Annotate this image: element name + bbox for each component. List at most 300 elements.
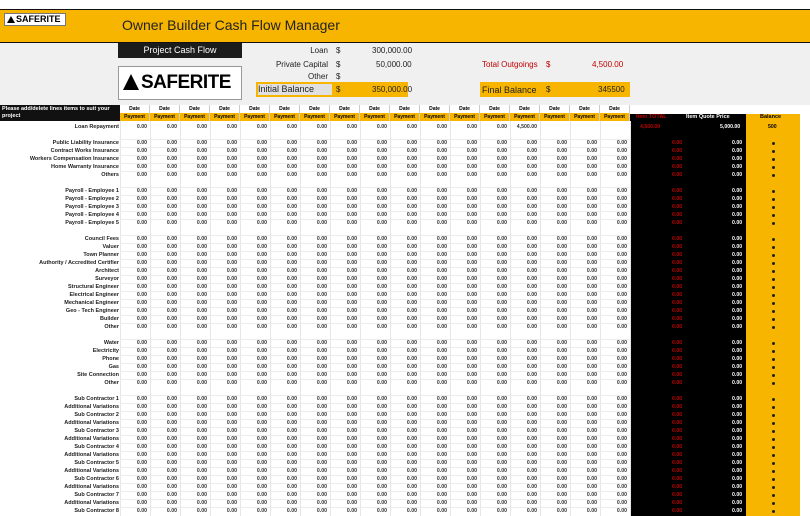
- payment-cell[interactable]: 0.00: [466, 324, 477, 330]
- payment-cell[interactable]: 0.00: [376, 148, 387, 154]
- payment-cell[interactable]: 0.00: [346, 476, 357, 482]
- item-quote-cell[interactable]: 0.00: [732, 492, 743, 498]
- item-quote-cell[interactable]: 0.00: [732, 220, 743, 226]
- payment-cell[interactable]: 0.00: [136, 508, 147, 514]
- payment-cell[interactable]: 0.00: [466, 348, 477, 354]
- payment-cell[interactable]: 0.00: [226, 316, 237, 322]
- payment-cell[interactable]: 0.00: [526, 444, 537, 450]
- payment-cell[interactable]: 0.00: [256, 244, 267, 250]
- payment-cell[interactable]: 0.00: [316, 476, 327, 482]
- payment-cell[interactable]: 0.00: [526, 244, 537, 250]
- payment-cell[interactable]: 0.00: [406, 444, 417, 450]
- payment-cell[interactable]: 0.00: [466, 236, 477, 242]
- payment-cell[interactable]: 0.00: [286, 284, 297, 290]
- payment-cell[interactable]: 0.00: [346, 252, 357, 258]
- payment-cell[interactable]: 0.00: [346, 460, 357, 466]
- payment-cell[interactable]: 0.00: [436, 348, 447, 354]
- payment-cell[interactable]: 0.00: [466, 420, 477, 426]
- loan-repayment-cell[interactable]: 0.00: [406, 124, 417, 130]
- payment-cell[interactable]: 0.00: [436, 340, 447, 346]
- payment-cell[interactable]: 0.00: [586, 412, 597, 418]
- payment-cell[interactable]: 0.00: [136, 468, 147, 474]
- payment-cell[interactable]: 0.00: [226, 404, 237, 410]
- payment-cell[interactable]: 0.00: [586, 188, 597, 194]
- payment-cell[interactable]: 0.00: [196, 172, 207, 178]
- payment-cell[interactable]: 0.00: [286, 260, 297, 266]
- payment-cell[interactable]: 0.00: [376, 156, 387, 162]
- payment-cell[interactable]: 0.00: [406, 372, 417, 378]
- payment-cell[interactable]: 0.00: [166, 300, 177, 306]
- payment-cell[interactable]: 0.00: [196, 236, 207, 242]
- payment-cell[interactable]: 0.00: [256, 212, 267, 218]
- payment-cell[interactable]: 0.00: [376, 164, 387, 170]
- payment-cell[interactable]: 0.00: [466, 220, 477, 226]
- payment-cell[interactable]: 0.00: [436, 196, 447, 202]
- payment-cell[interactable]: 0.00: [466, 260, 477, 266]
- payment-cell[interactable]: 0.00: [556, 164, 567, 170]
- payment-cell[interactable]: 0.00: [316, 244, 327, 250]
- payment-cell[interactable]: 0.00: [526, 364, 537, 370]
- payment-cell[interactable]: 0.00: [436, 172, 447, 178]
- payment-cell[interactable]: 0.00: [226, 140, 237, 146]
- payment-cell[interactable]: 0.00: [406, 500, 417, 506]
- payment-cell[interactable]: 0.00: [166, 172, 177, 178]
- payment-cell[interactable]: 0.00: [316, 164, 327, 170]
- payment-cell[interactable]: 0.00: [256, 380, 267, 386]
- payment-cell[interactable]: 0.00: [316, 276, 327, 282]
- payment-cell[interactable]: 0.00: [256, 436, 267, 442]
- payment-cell[interactable]: 0.00: [256, 356, 267, 362]
- payment-cell[interactable]: 0.00: [166, 244, 177, 250]
- payment-cell[interactable]: 0.00: [166, 324, 177, 330]
- payment-cell[interactable]: 0.00: [586, 340, 597, 346]
- loan-repayment-cell[interactable]: 0.00: [376, 124, 387, 130]
- payment-cell[interactable]: 0.00: [316, 412, 327, 418]
- payment-cell[interactable]: 0.00: [496, 364, 507, 370]
- payment-cell[interactable]: 0.00: [496, 324, 507, 330]
- payment-cell[interactable]: 0.00: [346, 348, 357, 354]
- payment-cell[interactable]: 0.00: [526, 500, 537, 506]
- payment-cell[interactable]: 0.00: [226, 300, 237, 306]
- item-quote-cell[interactable]: 0.00: [732, 308, 743, 314]
- payment-cell[interactable]: 0.00: [256, 316, 267, 322]
- payment-cell[interactable]: 0.00: [526, 404, 537, 410]
- payment-cell[interactable]: 0.00: [436, 220, 447, 226]
- payment-cell[interactable]: 0.00: [346, 212, 357, 218]
- payment-cell[interactable]: 0.00: [346, 364, 357, 370]
- payment-cell[interactable]: 0.00: [286, 172, 297, 178]
- payment-cell[interactable]: 0.00: [226, 484, 237, 490]
- payment-cell[interactable]: 0.00: [556, 508, 567, 514]
- payment-cell[interactable]: 0.00: [436, 404, 447, 410]
- payment-cell[interactable]: 0.00: [616, 268, 627, 274]
- payment-cell[interactable]: 0.00: [226, 380, 237, 386]
- payment-cell[interactable]: 0.00: [376, 452, 387, 458]
- item-quote-cell[interactable]: 0.00: [732, 340, 743, 346]
- loan-repayment-cell[interactable]: 0.00: [256, 124, 267, 130]
- payment-cell[interactable]: 0.00: [496, 148, 507, 154]
- payment-cell[interactable]: 0.00: [526, 172, 537, 178]
- payment-cell[interactable]: 0.00: [316, 468, 327, 474]
- payment-cell[interactable]: 0.00: [256, 308, 267, 314]
- item-quote-cell[interactable]: 0.00: [732, 236, 743, 242]
- payment-cell[interactable]: 0.00: [586, 268, 597, 274]
- item-quote-cell[interactable]: 0.00: [732, 420, 743, 426]
- payment-cell[interactable]: 0.00: [406, 316, 417, 322]
- payment-cell[interactable]: 0.00: [256, 196, 267, 202]
- item-quote-cell[interactable]: 0.00: [732, 444, 743, 450]
- payment-cell[interactable]: 0.00: [556, 188, 567, 194]
- payment-cell[interactable]: 0.00: [286, 428, 297, 434]
- payment-cell[interactable]: 0.00: [496, 420, 507, 426]
- payment-cell[interactable]: 0.00: [346, 340, 357, 346]
- payment-cell[interactable]: 0.00: [556, 484, 567, 490]
- payment-cell[interactable]: 0.00: [616, 236, 627, 242]
- payment-cell[interactable]: 0.00: [196, 156, 207, 162]
- payment-cell[interactable]: 0.00: [286, 468, 297, 474]
- payment-cell[interactable]: 0.00: [406, 468, 417, 474]
- payment-cell[interactable]: 0.00: [616, 156, 627, 162]
- payment-cell[interactable]: 0.00: [226, 284, 237, 290]
- item-quote-cell[interactable]: 0.00: [732, 292, 743, 298]
- payment-cell[interactable]: 0.00: [526, 476, 537, 482]
- payment-cell[interactable]: 0.00: [136, 172, 147, 178]
- payment-cell[interactable]: 0.00: [496, 204, 507, 210]
- payment-cell[interactable]: 0.00: [406, 484, 417, 490]
- payment-cell[interactable]: 0.00: [436, 500, 447, 506]
- payment-cell[interactable]: 0.00: [286, 244, 297, 250]
- payment-cell[interactable]: 0.00: [226, 212, 237, 218]
- payment-cell[interactable]: 0.00: [556, 452, 567, 458]
- payment-cell[interactable]: 0.00: [316, 372, 327, 378]
- payment-cell[interactable]: 0.00: [226, 340, 237, 346]
- payment-cell[interactable]: 0.00: [436, 396, 447, 402]
- payment-cell[interactable]: 0.00: [496, 444, 507, 450]
- payment-cell[interactable]: 0.00: [196, 428, 207, 434]
- item-quote-cell[interactable]: 0.00: [732, 276, 743, 282]
- payment-cell[interactable]: 0.00: [496, 156, 507, 162]
- payment-cell[interactable]: 0.00: [586, 308, 597, 314]
- payment-cell[interactable]: 0.00: [166, 260, 177, 266]
- payment-cell[interactable]: 0.00: [316, 188, 327, 194]
- payment-cell[interactable]: 0.00: [496, 412, 507, 418]
- payment-cell[interactable]: 0.00: [136, 476, 147, 482]
- payment-cell[interactable]: 0.00: [616, 356, 627, 362]
- payment-cell[interactable]: 0.00: [196, 484, 207, 490]
- payment-cell[interactable]: 0.00: [436, 324, 447, 330]
- payment-cell[interactable]: 0.00: [466, 476, 477, 482]
- payment-cell[interactable]: 0.00: [226, 324, 237, 330]
- payment-cell[interactable]: 0.00: [316, 420, 327, 426]
- payment-cell[interactable]: 0.00: [586, 476, 597, 482]
- payment-cell[interactable]: 0.00: [376, 380, 387, 386]
- payment-cell[interactable]: 0.00: [466, 484, 477, 490]
- payment-cell[interactable]: 0.00: [556, 340, 567, 346]
- payment-cell[interactable]: 0.00: [526, 412, 537, 418]
- payment-cell[interactable]: 0.00: [316, 340, 327, 346]
- payment-cell[interactable]: 0.00: [136, 276, 147, 282]
- payment-cell[interactable]: 0.00: [436, 260, 447, 266]
- payment-cell[interactable]: 0.00: [436, 300, 447, 306]
- payment-cell[interactable]: 0.00: [436, 460, 447, 466]
- payment-cell[interactable]: 0.00: [196, 260, 207, 266]
- payment-cell[interactable]: 0.00: [496, 340, 507, 346]
- payment-cell[interactable]: 0.00: [556, 300, 567, 306]
- payment-cell[interactable]: 0.00: [166, 420, 177, 426]
- payment-cell[interactable]: 0.00: [286, 252, 297, 258]
- payment-cell[interactable]: 0.00: [136, 188, 147, 194]
- payment-cell[interactable]: 0.00: [586, 436, 597, 442]
- payment-cell[interactable]: 0.00: [436, 356, 447, 362]
- payment-cell[interactable]: 0.00: [466, 276, 477, 282]
- payment-cell[interactable]: 0.00: [226, 276, 237, 282]
- payment-cell[interactable]: 0.00: [346, 148, 357, 154]
- payment-cell[interactable]: 0.00: [256, 500, 267, 506]
- payment-cell[interactable]: 0.00: [466, 356, 477, 362]
- payment-cell[interactable]: 0.00: [346, 308, 357, 314]
- payment-cell[interactable]: 0.00: [196, 276, 207, 282]
- item-quote-cell[interactable]: 0.00: [732, 196, 743, 202]
- payment-cell[interactable]: 0.00: [256, 284, 267, 290]
- payment-cell[interactable]: 0.00: [376, 252, 387, 258]
- payment-cell[interactable]: 0.00: [316, 452, 327, 458]
- payment-cell[interactable]: 0.00: [496, 196, 507, 202]
- payment-cell[interactable]: 0.00: [526, 436, 537, 442]
- payment-cell[interactable]: 0.00: [136, 236, 147, 242]
- payment-cell[interactable]: 0.00: [226, 268, 237, 274]
- payment-cell[interactable]: 0.00: [196, 492, 207, 498]
- payment-cell[interactable]: 0.00: [376, 284, 387, 290]
- payment-cell[interactable]: 0.00: [196, 316, 207, 322]
- item-quote-cell[interactable]: 0.00: [732, 412, 743, 418]
- payment-cell[interactable]: 0.00: [376, 476, 387, 482]
- payment-cell[interactable]: 0.00: [496, 292, 507, 298]
- payment-cell[interactable]: 0.00: [346, 276, 357, 282]
- payment-cell[interactable]: 0.00: [226, 244, 237, 250]
- payment-cell[interactable]: 0.00: [406, 212, 417, 218]
- payment-cell[interactable]: 0.00: [556, 356, 567, 362]
- payment-cell[interactable]: 0.00: [316, 292, 327, 298]
- payment-cell[interactable]: 0.00: [316, 284, 327, 290]
- payment-cell[interactable]: 0.00: [166, 196, 177, 202]
- payment-cell[interactable]: 0.00: [196, 468, 207, 474]
- payment-cell[interactable]: 0.00: [496, 260, 507, 266]
- payment-cell[interactable]: 0.00: [466, 468, 477, 474]
- payment-cell[interactable]: 0.00: [616, 300, 627, 306]
- payment-cell[interactable]: 0.00: [316, 316, 327, 322]
- payment-cell[interactable]: 0.00: [346, 492, 357, 498]
- payment-cell[interactable]: 0.00: [436, 284, 447, 290]
- payment-cell[interactable]: 0.00: [436, 452, 447, 458]
- item-quote-cell[interactable]: 0.00: [732, 484, 743, 490]
- payment-cell[interactable]: 0.00: [556, 276, 567, 282]
- payment-cell[interactable]: 0.00: [286, 204, 297, 210]
- payment-cell[interactable]: 0.00: [226, 364, 237, 370]
- payment-cell[interactable]: 0.00: [526, 460, 537, 466]
- payment-cell[interactable]: 0.00: [346, 244, 357, 250]
- payment-cell[interactable]: 0.00: [286, 356, 297, 362]
- payment-cell[interactable]: 0.00: [406, 204, 417, 210]
- payment-cell[interactable]: 0.00: [286, 436, 297, 442]
- payment-cell[interactable]: 0.00: [556, 364, 567, 370]
- item-quote-cell[interactable]: 0.00: [732, 372, 743, 378]
- payment-cell[interactable]: 0.00: [196, 284, 207, 290]
- payment-cell[interactable]: 0.00: [556, 412, 567, 418]
- payment-cell[interactable]: 0.00: [376, 268, 387, 274]
- payment-cell[interactable]: 0.00: [556, 292, 567, 298]
- payment-cell[interactable]: 0.00: [586, 156, 597, 162]
- payment-cell[interactable]: 0.00: [496, 468, 507, 474]
- payment-cell[interactable]: 0.00: [286, 404, 297, 410]
- payment-cell[interactable]: 0.00: [466, 316, 477, 322]
- payment-cell[interactable]: 0.00: [286, 508, 297, 514]
- payment-cell[interactable]: 0.00: [406, 172, 417, 178]
- payment-cell[interactable]: 0.00: [556, 260, 567, 266]
- payment-cell[interactable]: 0.00: [196, 420, 207, 426]
- payment-cell[interactable]: 0.00: [616, 292, 627, 298]
- payment-cell[interactable]: 0.00: [136, 148, 147, 154]
- payment-cell[interactable]: 0.00: [496, 172, 507, 178]
- payment-cell[interactable]: 0.00: [256, 484, 267, 490]
- payment-cell[interactable]: 0.00: [226, 436, 237, 442]
- payment-cell[interactable]: 0.00: [346, 396, 357, 402]
- payment-cell[interactable]: 0.00: [376, 308, 387, 314]
- payment-cell[interactable]: 0.00: [136, 396, 147, 402]
- payment-cell[interactable]: 0.00: [346, 356, 357, 362]
- payment-cell[interactable]: 0.00: [436, 244, 447, 250]
- payment-cell[interactable]: 0.00: [376, 492, 387, 498]
- payment-cell[interactable]: 0.00: [136, 300, 147, 306]
- payment-cell[interactable]: 0.00: [166, 500, 177, 506]
- payment-cell[interactable]: 0.00: [406, 276, 417, 282]
- payment-cell[interactable]: 0.00: [406, 380, 417, 386]
- payment-cell[interactable]: 0.00: [406, 164, 417, 170]
- payment-cell[interactable]: 0.00: [346, 236, 357, 242]
- payment-cell[interactable]: 0.00: [436, 444, 447, 450]
- loan-repayment-cell[interactable]: 0.00: [496, 124, 507, 130]
- payment-cell[interactable]: 0.00: [586, 420, 597, 426]
- payment-cell[interactable]: 0.00: [496, 220, 507, 226]
- payment-cell[interactable]: 0.00: [616, 476, 627, 482]
- payment-cell[interactable]: 0.00: [196, 404, 207, 410]
- item-quote-cell[interactable]: 0.00: [732, 268, 743, 274]
- payment-cell[interactable]: 0.00: [496, 284, 507, 290]
- payment-cell[interactable]: 0.00: [616, 484, 627, 490]
- payment-cell[interactable]: 0.00: [586, 356, 597, 362]
- payment-cell[interactable]: 0.00: [436, 276, 447, 282]
- payment-cell[interactable]: 0.00: [166, 188, 177, 194]
- payment-cell[interactable]: 0.00: [556, 212, 567, 218]
- loan-field[interactable]: 300,000.00: [372, 46, 413, 55]
- payment-cell[interactable]: 0.00: [496, 452, 507, 458]
- payment-cell[interactable]: 0.00: [436, 364, 447, 370]
- payment-cell[interactable]: 0.00: [376, 404, 387, 410]
- payment-cell[interactable]: 0.00: [406, 300, 417, 306]
- payment-cell[interactable]: 0.00: [136, 204, 147, 210]
- payment-cell[interactable]: 0.00: [136, 404, 147, 410]
- payment-cell[interactable]: 0.00: [166, 412, 177, 418]
- payment-cell[interactable]: 0.00: [376, 468, 387, 474]
- payment-cell[interactable]: 0.00: [616, 396, 627, 402]
- payment-cell[interactable]: 0.00: [406, 412, 417, 418]
- payment-cell[interactable]: 0.00: [316, 156, 327, 162]
- payment-cell[interactable]: 0.00: [376, 396, 387, 402]
- payment-cell[interactable]: 0.00: [586, 164, 597, 170]
- payment-cell[interactable]: 0.00: [226, 460, 237, 466]
- payment-cell[interactable]: 0.00: [526, 268, 537, 274]
- payment-cell[interactable]: 0.00: [616, 452, 627, 458]
- payment-cell[interactable]: 0.00: [166, 444, 177, 450]
- payment-cell[interactable]: 0.00: [436, 148, 447, 154]
- payment-cell[interactable]: 0.00: [256, 396, 267, 402]
- payment-cell[interactable]: 0.00: [166, 452, 177, 458]
- payment-cell[interactable]: 0.00: [466, 212, 477, 218]
- payment-cell[interactable]: 0.00: [496, 244, 507, 250]
- payment-cell[interactable]: 0.00: [316, 212, 327, 218]
- payment-cell[interactable]: 0.00: [196, 476, 207, 482]
- payment-cell[interactable]: 0.00: [496, 140, 507, 146]
- payment-cell[interactable]: 0.00: [226, 452, 237, 458]
- payment-cell[interactable]: 0.00: [136, 268, 147, 274]
- payment-cell[interactable]: 0.00: [526, 188, 537, 194]
- payment-cell[interactable]: 0.00: [586, 300, 597, 306]
- payment-cell[interactable]: 0.00: [286, 156, 297, 162]
- payment-cell[interactable]: 0.00: [316, 324, 327, 330]
- payment-cell[interactable]: 0.00: [226, 428, 237, 434]
- payment-cell[interactable]: 0.00: [286, 140, 297, 146]
- loan-repayment-cell[interactable]: 0.00: [196, 124, 207, 130]
- item-quote-cell[interactable]: 0.00: [732, 460, 743, 466]
- payment-cell[interactable]: 0.00: [466, 204, 477, 210]
- payment-cell[interactable]: 0.00: [196, 196, 207, 202]
- payment-cell[interactable]: 0.00: [346, 140, 357, 146]
- payment-cell[interactable]: 0.00: [286, 380, 297, 386]
- payment-cell[interactable]: 0.00: [226, 172, 237, 178]
- payment-cell[interactable]: 0.00: [586, 500, 597, 506]
- payment-cell[interactable]: 0.00: [136, 460, 147, 466]
- payment-cell[interactable]: 0.00: [436, 156, 447, 162]
- payment-cell[interactable]: 0.00: [286, 276, 297, 282]
- payment-cell[interactable]: 0.00: [256, 300, 267, 306]
- payment-cell[interactable]: 0.00: [496, 500, 507, 506]
- item-quote-cell[interactable]: 0.00: [732, 452, 743, 458]
- payment-cell[interactable]: 0.00: [136, 452, 147, 458]
- payment-cell[interactable]: 0.00: [616, 364, 627, 370]
- payment-cell[interactable]: 0.00: [406, 260, 417, 266]
- loan-repayment-cell[interactable]: 0.00: [346, 124, 357, 130]
- payment-cell[interactable]: 0.00: [526, 372, 537, 378]
- payment-cell[interactable]: 0.00: [526, 236, 537, 242]
- payment-cell[interactable]: 0.00: [346, 484, 357, 490]
- payment-cell[interactable]: 0.00: [436, 468, 447, 474]
- item-quote-cell[interactable]: 0.00: [732, 148, 743, 154]
- payment-cell[interactable]: 0.00: [496, 508, 507, 514]
- payment-cell[interactable]: 0.00: [166, 364, 177, 370]
- payment-cell[interactable]: 0.00: [346, 220, 357, 226]
- payment-cell[interactable]: 0.00: [286, 492, 297, 498]
- payment-cell[interactable]: 0.00: [346, 204, 357, 210]
- item-quote-cell[interactable]: 0.00: [732, 356, 743, 362]
- payment-cell[interactable]: 0.00: [346, 188, 357, 194]
- payment-cell[interactable]: 0.00: [466, 444, 477, 450]
- payment-cell[interactable]: 0.00: [496, 236, 507, 242]
- item-quote-cell[interactable]: 0.00: [732, 436, 743, 442]
- payment-cell[interactable]: 0.00: [466, 372, 477, 378]
- payment-cell[interactable]: 0.00: [316, 364, 327, 370]
- payment-cell[interactable]: 0.00: [316, 348, 327, 354]
- payment-cell[interactable]: 0.00: [376, 196, 387, 202]
- payment-cell[interactable]: 0.00: [466, 196, 477, 202]
